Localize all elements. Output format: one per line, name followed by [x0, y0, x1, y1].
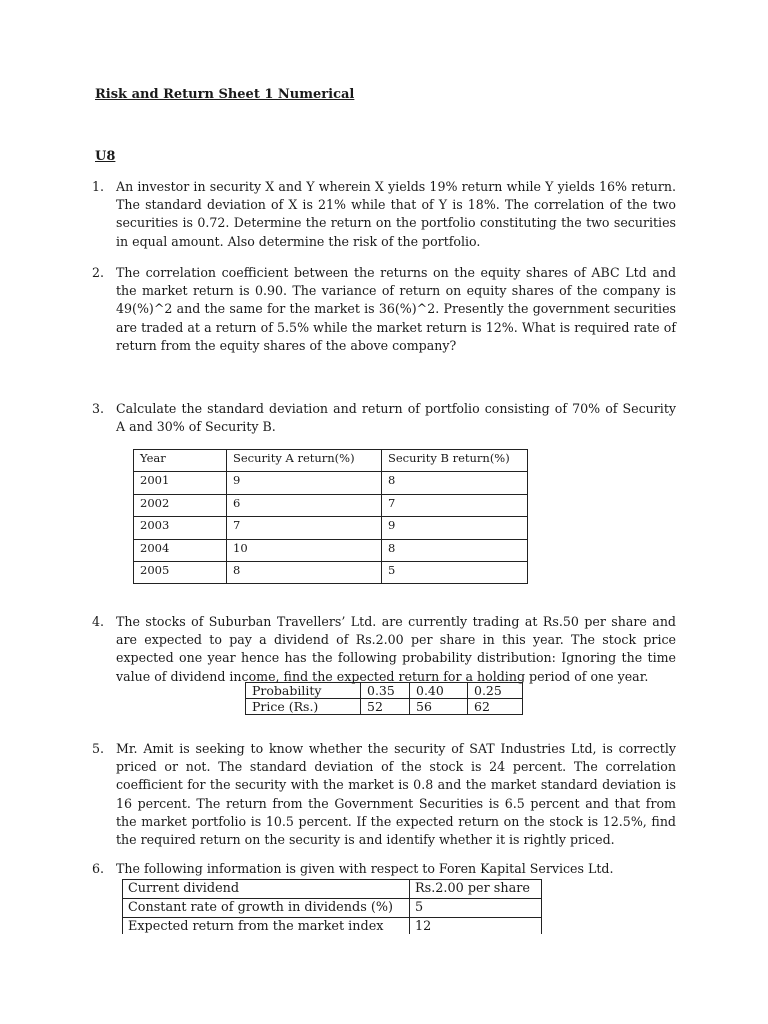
question-number: 4. [92, 614, 105, 629]
table-cell: Current dividend [123, 880, 410, 899]
table-cell: 0.25 [468, 683, 523, 699]
table-cell: 5 [410, 899, 542, 918]
table-row [123, 880, 542, 899]
question-text: The stocks of Suburban Travellers’ Ltd. are currently trading at Rs.50 per share and are expected to pay a dividend of Rs.2.00 per share in this year. The stock price expected one year hence has the following probability distribution: Ignoring the time value of dividend income, find the expected return for a holding period of one year. [116, 614, 676, 684]
table-cell: 7 [382, 494, 528, 516]
table-header: Security A return(%) [227, 450, 382, 472]
table-cell: 62 [468, 699, 523, 715]
question-text: An investor in security X and Y wherein X yields 19% return while Y yields 16% return. The standard deviation of X is 21% while that of Y is 18%. The correlation of the two securities is 0.72. Determine the return on the portfolio constituting the two securities in equal amount. Also determine the risk of the portfolio. [116, 179, 676, 249]
table-cell: 8 [227, 561, 382, 583]
security-returns-table [133, 449, 528, 584]
table-header: Year [134, 450, 227, 472]
table-cell: Price (Rs.) [246, 699, 361, 715]
table-cell: 12 [410, 918, 542, 955]
question-1 [92, 178, 676, 251]
table-row [134, 494, 528, 516]
unit-heading: U8 [95, 149, 116, 164]
question-number: 2. [92, 265, 105, 280]
question-text: Mr. Amit is seeking to know whether the security of SAT Industries Ltd, is correctly priced or not. The standard deviation of the stock is 24 percent. The correlation coefficient for the security with the market is 0.8 and the market standard deviation is 16 percent. The return from the Government Securities is 6.5 percent and that from the market portfolio is 10.5 percent. If the expected return on the stock is 12.5%, find the required return on the security is and identify whether it is rightly priced. [116, 741, 676, 848]
table-cell: 2005 [134, 561, 227, 583]
table-cell: 52 [361, 699, 410, 715]
question-4 [92, 613, 676, 686]
table-row [134, 539, 528, 561]
table-row [134, 561, 528, 583]
question-6 [92, 860, 676, 878]
table-cell: 7 [227, 517, 382, 539]
table-cell: 2002 [134, 494, 227, 516]
question-number: 5. [92, 741, 105, 756]
table-cell: 8 [382, 472, 528, 494]
table-header: Security B return(%) [382, 450, 528, 472]
table-row [134, 517, 528, 539]
table-cell: Expected return from the market index [123, 918, 410, 955]
question-text: The correlation coefficient between the returns on the equity shares of ABC Ltd and the market return is 0.90. The variance of return on equity shares of the company is 49(%)^2 and the same for the market is 36(%)^2. Presently the government securities are traded at a return of 5.5% while the market return is 12%. What is required rate of return from the equity shares of the above company? [116, 265, 676, 353]
question-text: Calculate the standard deviation and return of portfolio consisting of 70% of Security A and 30% of Security B. [116, 401, 676, 435]
question-number: 6. [92, 861, 105, 876]
table-row [134, 472, 528, 494]
table-cell: Rs.2.00 per share [410, 880, 542, 899]
question-5 [92, 740, 676, 849]
table-cell: 56 [410, 699, 468, 715]
table-row [123, 899, 542, 918]
table-row [246, 683, 523, 699]
table-cell: 0.40 [410, 683, 468, 699]
price-probability-table [245, 682, 523, 715]
table-cell: 10 [227, 539, 382, 561]
table-header-row [134, 450, 528, 472]
table-cell: 2003 [134, 517, 227, 539]
question-2 [92, 264, 676, 355]
question-text: The following information is given with respect to Foren Kapital Services Ltd. [116, 861, 614, 876]
page-cutoff [0, 934, 768, 1024]
table-cell: 2001 [134, 472, 227, 494]
table-cell: 8 [382, 539, 528, 561]
page-title: Risk and Return Sheet 1 Numerical [95, 87, 355, 102]
question-3 [92, 400, 676, 436]
table-cell: Constant rate of growth in dividends (%) [123, 899, 410, 918]
table-cell: Probability [246, 683, 361, 699]
table-row [246, 699, 523, 715]
table-cell: 2004 [134, 539, 227, 561]
table-cell: 5 [382, 561, 528, 583]
table-cell: 9 [227, 472, 382, 494]
table-cell: 0.35 [361, 683, 410, 699]
question-number: 3. [92, 401, 105, 416]
table-cell: 6 [227, 494, 382, 516]
question-number: 1. [92, 179, 105, 194]
table-cell: 9 [382, 517, 528, 539]
